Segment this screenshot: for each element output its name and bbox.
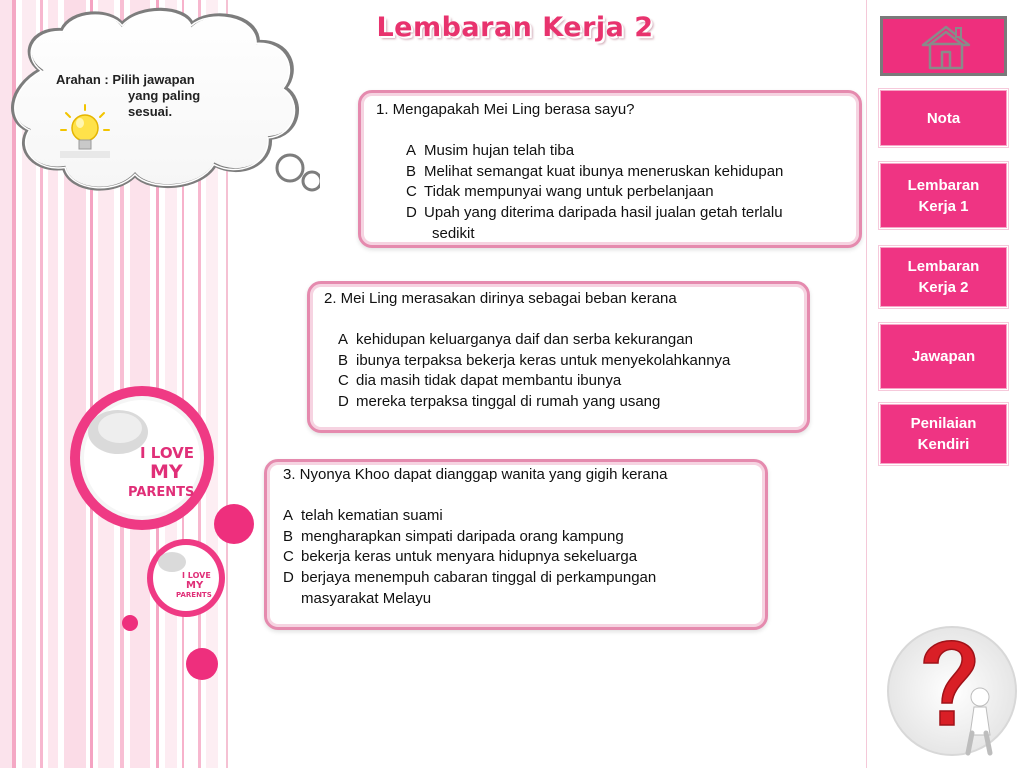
option-a[interactable]: [283, 506, 765, 527]
nav-lembaran-kerja-1-button[interactable]: [880, 163, 1007, 228]
option-text: mereka terpaksa tinggal di rumah yang usang: [356, 392, 661, 410]
badge-small-icon: [146, 538, 226, 618]
nav-label-line-1: Lembaran: [907, 176, 980, 194]
option-text: Tidak mempunyai wang untuk perbelanjaan: [424, 183, 714, 201]
option-letter: C: [338, 372, 349, 390]
option-text: bekerja keras untuk menyara hidupnya sekeluarga: [301, 548, 638, 566]
option-text: ibunya terpaksa bekerja keras untuk menyekolahkannya: [356, 351, 731, 369]
badge-small-line-2: MY: [186, 580, 204, 591]
badge-small-line-1: I LOVE: [182, 571, 211, 580]
option-text: Melihat semangat kuat ibunya meneruskan kehidupan: [424, 162, 784, 180]
option-letter: B: [283, 527, 294, 545]
question-card-3: [264, 459, 768, 630]
badge-line-3: PARENTS: [128, 485, 195, 500]
option-b[interactable]: [324, 351, 807, 372]
option-c[interactable]: [324, 371, 807, 392]
option-letter: A: [406, 142, 417, 160]
option-letter: C: [283, 548, 294, 566]
lightbulb-icon: [58, 103, 112, 159]
badge-line-1: I LOVE: [140, 444, 195, 462]
decor-dot: [122, 615, 138, 631]
home-icon: [883, 19, 1004, 73]
option-letter: D: [283, 568, 294, 586]
nav-nota-button[interactable]: [880, 90, 1007, 146]
option-letter: D: [406, 203, 417, 221]
nav-label: Jawapan: [911, 348, 976, 365]
option-d[interactable]: [283, 568, 765, 589]
badge-line-2: MY: [150, 461, 183, 483]
option-b[interactable]: [376, 162, 859, 183]
question-text: 2. Mei Ling merasakan dirinya sebagai beban kerana: [324, 290, 677, 307]
question-text: 3. Nyonya Khoo dapat dianggap wanita yang gigih kerana: [283, 466, 668, 483]
question-text: 1. Mengapakah Mei Ling berasa sayu?: [376, 101, 635, 118]
nav-label-line-1: Penilaian: [910, 415, 977, 432]
option-text: kehidupan keluarganya daif dan serba kekurangan: [356, 331, 693, 349]
option-letter: D: [338, 392, 349, 410]
option-c[interactable]: [283, 547, 765, 568]
option-d-continuation: masyarakat Melayu: [301, 589, 432, 607]
question-card-2: [307, 281, 810, 433]
option-d[interactable]: [376, 203, 859, 224]
badge-small-line-3: PARENTS: [176, 591, 212, 599]
nav-jawapan-button[interactable]: [880, 324, 1007, 389]
nav-label-line-1: Lembaran: [907, 258, 980, 275]
decor-dot: [214, 504, 254, 544]
instruction-line-3: sesuai.: [128, 104, 173, 119]
option-a[interactable]: [376, 141, 859, 162]
option-d[interactable]: [324, 392, 807, 413]
option-text: Musim hujan telah tiba: [424, 142, 575, 160]
option-b[interactable]: [283, 527, 765, 548]
option-a[interactable]: [324, 330, 807, 351]
right-divider: [866, 0, 867, 768]
option-text: telah kematian suami: [301, 507, 443, 525]
option-letter: C: [406, 183, 417, 201]
question-mark-icon[interactable]: [886, 615, 1018, 765]
option-text: berjaya menempuh cabaran tinggal di perkampungan: [301, 568, 657, 586]
question-card-1: [358, 90, 862, 248]
nav-label-line-2: Kerja 1: [918, 197, 969, 215]
home-button[interactable]: [880, 16, 1007, 76]
option-letter: A: [283, 507, 294, 525]
nav-label-line-2: Kendiri: [917, 436, 970, 453]
option-d-continuation: sedikit: [432, 224, 475, 242]
page-title: Lembaran Kerja 2: [376, 12, 654, 43]
option-letter: B: [406, 162, 417, 180]
badge-icon: [68, 384, 216, 532]
option-letter: B: [338, 351, 349, 369]
option-text: dia masih tidak dapat membantu ibunya: [356, 372, 622, 390]
nav-label-line-2: Kerja 2: [918, 279, 969, 296]
option-letter: A: [338, 331, 349, 349]
option-text: Upah yang diterima daripada hasil jualan getah terlalu: [424, 203, 783, 221]
instruction-line-2: yang paling: [128, 88, 201, 103]
option-c[interactable]: [376, 182, 859, 203]
instruction-line-1: Arahan : Pilih jawapan: [56, 72, 195, 87]
nav-lembaran-kerja-2-button[interactable]: [880, 247, 1007, 307]
decor-dot: [186, 648, 218, 680]
option-text: mengharapkan simpati daripada orang kampung: [301, 527, 624, 545]
nav-label: Nota: [926, 109, 961, 127]
nav-penilaian-kendiri-button[interactable]: [880, 404, 1007, 464]
